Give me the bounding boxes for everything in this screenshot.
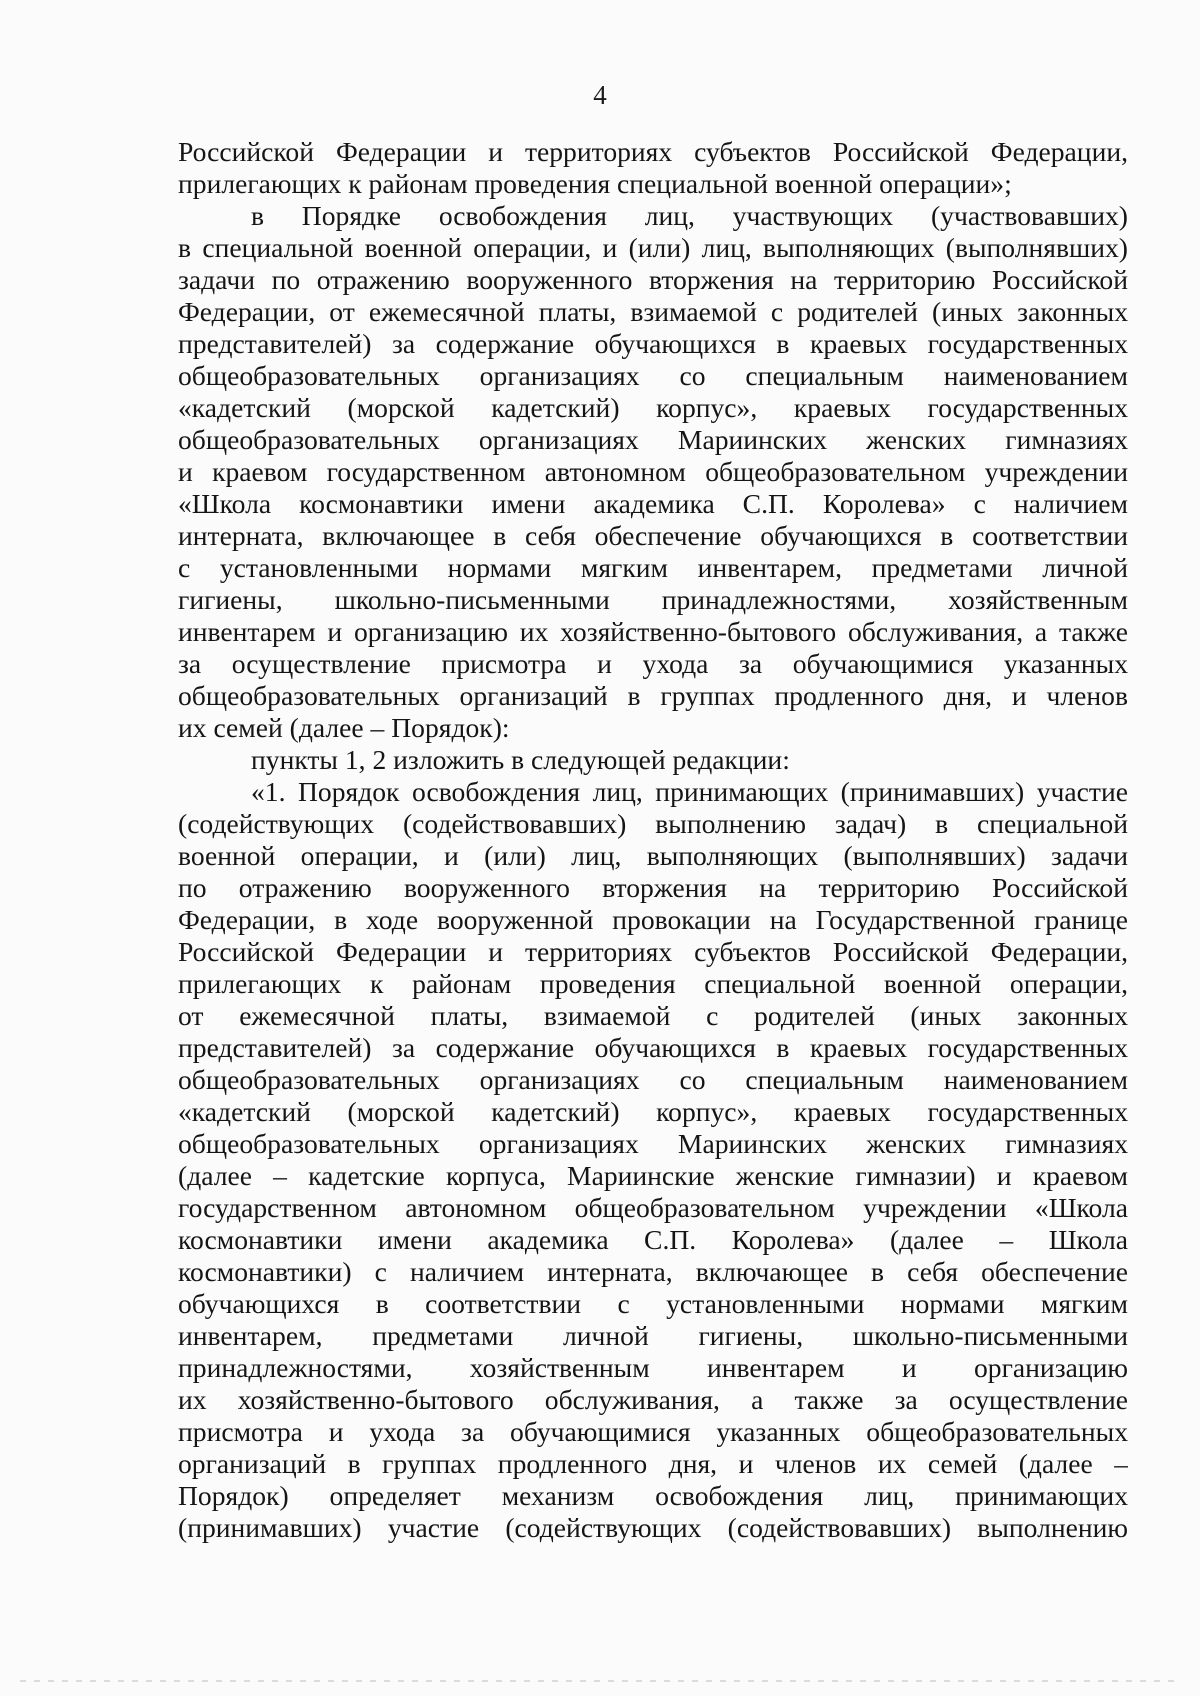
- text-line: Федерации, от ежемесячной платы, взимаемой с родителей (иных законных: [178, 296, 1128, 327]
- text-line: инвентарем, предметами личной гигиены, школьно-письменными: [178, 1320, 1128, 1351]
- text-line: «кадетский (морской кадетский) корпус», краевых государственных: [178, 392, 1128, 423]
- text-line: Российской Федерации и территориях субъектов Российской Федерации,: [178, 136, 1128, 167]
- text-line: «Школа космонавтики имени академика С.П. Королева» с наличием: [178, 488, 1128, 519]
- text-line: «1. Порядок освобождения лиц, принимающих (принимавших) участие: [251, 776, 1128, 807]
- text-line: (принимавших) участие (содействующих (содействовавших) выполнению: [178, 1512, 1128, 1543]
- text-line: гигиены, школьно-письменными принадлежностями, хозяйственным: [178, 584, 1128, 615]
- text-line: задачи по отражению вооруженного вторжения на территорию Российской: [178, 264, 1128, 295]
- scan-edge-noise: [20, 1680, 1180, 1682]
- text-line: интерната, включающее в себя обеспечение обучающихся в соответствии: [178, 520, 1128, 551]
- text-line: представителей) за содержание обучающихся в краевых государственных: [178, 1032, 1128, 1063]
- text-line: космонавтики) с наличием интерната, включающее в себя обеспечение: [178, 1256, 1128, 1287]
- text-line: Федерации, в ходе вооруженной провокации на Государственной границе: [178, 904, 1128, 935]
- text-line: общеобразовательных организациях Мариинских женских гимназиях: [178, 424, 1128, 455]
- text-line: и краевом государственном автономном общеобразовательном учреждении: [178, 456, 1128, 487]
- text-line: Порядок) определяет механизм освобождения лиц, принимающих: [178, 1480, 1128, 1511]
- text-line: государственном автономном общеобразовательном учреждении «Школа: [178, 1192, 1128, 1223]
- text-line: военной операции, и (или) лиц, выполняющих (выполнявших) задачи: [178, 840, 1128, 871]
- text-line: космонавтики имени академика С.П. Королева» (далее – Школа: [178, 1224, 1128, 1255]
- text-line: пункты 1, 2 изложить в следующей редакции:: [251, 744, 790, 775]
- text-line: в специальной военной операции, и (или) лиц, выполняющих (выполнявших): [178, 232, 1128, 263]
- page-number: 4: [593, 80, 607, 110]
- text-line: присмотра и ухода за обучающимися указанных общеобразовательных: [178, 1416, 1128, 1447]
- text-line: прилегающих к районам проведения специальной военной операции»;: [178, 168, 1012, 199]
- text-line: представителей) за содержание обучающихся в краевых государственных: [178, 328, 1128, 359]
- text-line: принадлежностями, хозяйственным инвентарем и организацию: [178, 1352, 1128, 1383]
- text-line: общеобразовательных организациях со специальным наименованием: [178, 360, 1128, 391]
- text-line: их хозяйственно-бытового обслуживания, а также за осуществление: [178, 1384, 1128, 1415]
- text-line: от ежемесячной платы, взимаемой с родителей (иных законных: [178, 1000, 1128, 1031]
- text-line: прилегающих к районам проведения специальной военной операции,: [178, 968, 1128, 999]
- text-line: по отражению вооруженного вторжения на территорию Российской: [178, 872, 1128, 903]
- text-line: (далее – кадетские корпуса, Мариинские женские гимназии) и краевом: [178, 1160, 1128, 1191]
- text-line: (содействующих (содействовавших) выполнению задач) в специальной: [178, 808, 1128, 839]
- text-line: общеобразовательных организациях со специальным наименованием: [178, 1064, 1128, 1095]
- document-body: [178, 136, 1128, 1544]
- text-line: инвентарем и организацию их хозяйственно-бытового обслуживания, а также: [178, 616, 1128, 647]
- text-line: с установленными нормами мягким инвентарем, предметами личной: [178, 552, 1128, 583]
- text-line: их семей (далее – Порядок):: [178, 712, 510, 743]
- text-line: организаций в группах продленного дня, и членов их семей (далее –: [178, 1448, 1128, 1479]
- text-line: за осуществление присмотра и ухода за обучающимися указанных: [178, 648, 1128, 679]
- text-line: общеобразовательных организациях Мариинских женских гимназиях: [178, 1128, 1128, 1159]
- text-line: в Порядке освобождения лиц, участвующих (участвовавших): [251, 200, 1128, 231]
- text-line: обучающихся в соответствии с установленными нормами мягким: [178, 1288, 1128, 1319]
- text-line: «кадетский (морской кадетский) корпус», краевых государственных: [178, 1096, 1128, 1127]
- text-line: Российской Федерации и территориях субъектов Российской Федерации,: [178, 936, 1128, 967]
- text-line: общеобразовательных организаций в группах продленного дня, и членов: [178, 680, 1128, 711]
